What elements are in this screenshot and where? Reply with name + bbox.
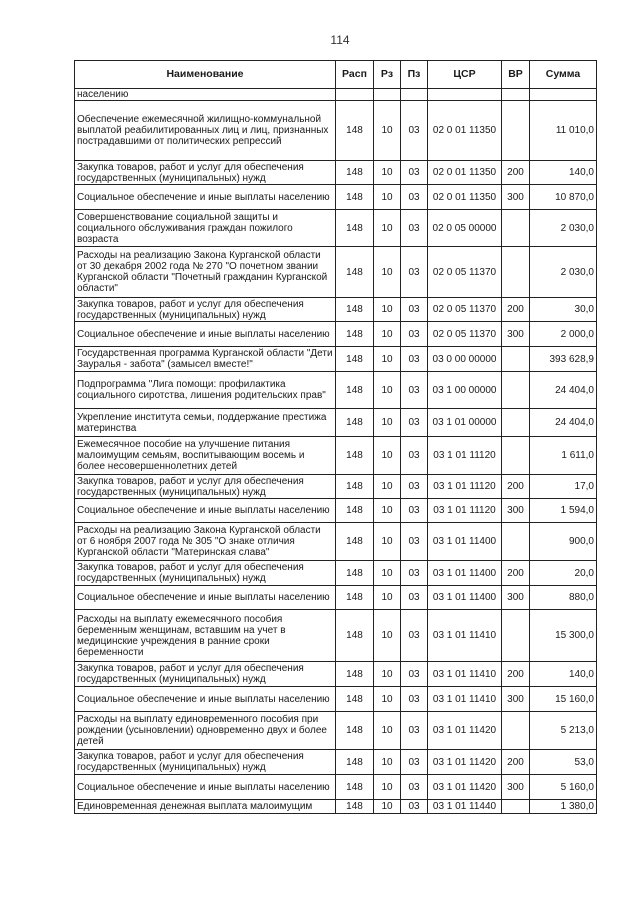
cell-rz: 10 [374, 800, 401, 814]
cell-name: Закупка товаров, работ и услуг для обеспечения государственных (муниципальных) нужд [75, 662, 336, 687]
cell-pz: 03 [401, 210, 428, 247]
table-row [75, 161, 597, 185]
cell-vr [502, 89, 530, 101]
cell-vr [502, 437, 530, 475]
cell-vr: 200 [502, 750, 530, 775]
cell-name: Закупка товаров, работ и услуг для обеспечения государственных (муниципальных) нужд [75, 750, 336, 775]
table-row [75, 561, 597, 586]
cell-name: Совершенствование социальной защиты и социального обслуживания граждан пожилого возраста [75, 210, 336, 247]
cell-name: Социальное обеспечение и иные выплаты населению [75, 499, 336, 523]
cell-csr: 03 1 01 11440 [428, 800, 502, 814]
cell-pz: 03 [401, 687, 428, 712]
cell-name: Закупка товаров, работ и услуг для обеспечения государственных (муниципальных) нужд [75, 475, 336, 499]
cell-vr: 300 [502, 775, 530, 800]
cell-pz: 03 [401, 347, 428, 372]
table-row [75, 712, 597, 750]
cell-vr [502, 347, 530, 372]
table-body [75, 89, 597, 814]
cell-rz: 10 [374, 372, 401, 409]
cell-rasp: 148 [336, 161, 374, 185]
cell-rz: 10 [374, 210, 401, 247]
cell-rz: 10 [374, 561, 401, 586]
cell-vr: 200 [502, 298, 530, 322]
cell-pz [401, 89, 428, 101]
cell-pz: 03 [401, 475, 428, 499]
header-vr: ВР [502, 61, 530, 89]
cell-csr: 02 0 05 11370 [428, 247, 502, 298]
cell-vr: 300 [502, 687, 530, 712]
cell-vr: 200 [502, 161, 530, 185]
cell-vr: 200 [502, 475, 530, 499]
cell-name: Закупка товаров, работ и услуг для обеспечения государственных (муниципальных) нужд [75, 298, 336, 322]
cell-rz: 10 [374, 161, 401, 185]
cell-rasp: 148 [336, 101, 374, 161]
table-row [75, 247, 597, 298]
cell-sum: 1 380,0 [530, 800, 597, 814]
cell-rasp: 148 [336, 247, 374, 298]
cell-vr [502, 210, 530, 247]
cell-pz: 03 [401, 662, 428, 687]
header-rasp: Расп [336, 61, 374, 89]
cell-csr: 03 1 01 11420 [428, 775, 502, 800]
table-row [75, 347, 597, 372]
cell-csr: 02 0 05 11370 [428, 298, 502, 322]
cell-pz: 03 [401, 101, 428, 161]
cell-rz: 10 [374, 409, 401, 437]
cell-rasp: 148 [336, 298, 374, 322]
cell-pz: 03 [401, 523, 428, 561]
table-row [75, 210, 597, 247]
cell-vr [502, 409, 530, 437]
cell-pz: 03 [401, 610, 428, 662]
cell-rasp [336, 89, 374, 101]
cell-sum: 10 870,0 [530, 185, 597, 210]
cell-csr: 03 1 01 11120 [428, 437, 502, 475]
header-pz: Пз [401, 61, 428, 89]
table-row [75, 298, 597, 322]
cell-rz: 10 [374, 499, 401, 523]
cell-rz: 10 [374, 347, 401, 372]
cell-rz: 10 [374, 523, 401, 561]
table-row [75, 687, 597, 712]
cell-rasp: 148 [336, 662, 374, 687]
table-row [75, 322, 597, 347]
cell-csr: 03 1 01 11400 [428, 523, 502, 561]
cell-name: Укрепление института семьи, поддержание престижа материнства [75, 409, 336, 437]
cell-name: Расходы на выплату ежемесячного пособия беременным женщинам, вставшим на учет в медицинские учреждения в ранние сроки беременности [75, 610, 336, 662]
cell-rasp: 148 [336, 322, 374, 347]
cell-rasp: 148 [336, 687, 374, 712]
cell-name: Закупка товаров, работ и услуг для обеспечения государственных (муниципальных) нужд [75, 561, 336, 586]
cell-sum: 24 404,0 [530, 372, 597, 409]
cell-sum: 1 611,0 [530, 437, 597, 475]
cell-vr [502, 523, 530, 561]
cell-rz: 10 [374, 610, 401, 662]
cell-pz: 03 [401, 322, 428, 347]
cell-csr: 03 1 01 11420 [428, 750, 502, 775]
cell-rasp: 148 [336, 610, 374, 662]
cell-sum: 30,0 [530, 298, 597, 322]
cell-rz: 10 [374, 437, 401, 475]
cell-pz: 03 [401, 800, 428, 814]
cell-sum: 880,0 [530, 586, 597, 610]
cell-rasp: 148 [336, 561, 374, 586]
cell-csr: 02 0 05 00000 [428, 210, 502, 247]
cell-vr: 200 [502, 561, 530, 586]
cell-vr [502, 101, 530, 161]
cell-rasp: 148 [336, 750, 374, 775]
cell-sum [530, 89, 597, 101]
cell-rz: 10 [374, 475, 401, 499]
table-row [75, 101, 597, 161]
cell-rasp: 148 [336, 712, 374, 750]
cell-rz: 10 [374, 298, 401, 322]
cell-sum: 140,0 [530, 662, 597, 687]
cell-name: Единовременная денежная выплата малоимущим [75, 800, 336, 814]
table-row [75, 185, 597, 210]
cell-pz: 03 [401, 712, 428, 750]
header-name: Наименование [75, 61, 336, 89]
cell-csr: 02 0 01 11350 [428, 185, 502, 210]
cell-sum: 5 160,0 [530, 775, 597, 800]
cell-pz: 03 [401, 750, 428, 775]
cell-rasp: 148 [336, 347, 374, 372]
cell-sum: 900,0 [530, 523, 597, 561]
cell-name: Расходы на выплату единовременного пособия при рождении (усыновлении) одновременно двух и более детей [75, 712, 336, 750]
cell-name: Социальное обеспечение и иные выплаты населению [75, 185, 336, 210]
cell-rasp: 148 [336, 437, 374, 475]
cell-vr: 300 [502, 499, 530, 523]
cell-csr: 03 1 00 00000 [428, 372, 502, 409]
table-row [75, 662, 597, 687]
cell-pz: 03 [401, 372, 428, 409]
cell-name: Ежемесячное пособие на улучшение питания малоимущим семьям, воспитывающим восемь и более несовершеннолетних детей [75, 437, 336, 475]
cell-sum: 2 000,0 [530, 322, 597, 347]
cell-sum: 17,0 [530, 475, 597, 499]
cell-rz: 10 [374, 185, 401, 210]
cell-csr: 03 1 01 11120 [428, 499, 502, 523]
cell-name: Социальное обеспечение и иные выплаты населению [75, 586, 336, 610]
cell-rz: 10 [374, 101, 401, 161]
cell-vr: 200 [502, 662, 530, 687]
cell-name: населению [75, 89, 336, 101]
cell-name: Подпрограмма "Лига помощи: профилактика социального сиротства, лишения родительских прав" [75, 372, 336, 409]
cell-pz: 03 [401, 775, 428, 800]
cell-rz: 10 [374, 322, 401, 347]
cell-csr: 03 1 01 11410 [428, 610, 502, 662]
cell-rasp: 148 [336, 499, 374, 523]
cell-sum: 53,0 [530, 750, 597, 775]
cell-rasp: 148 [336, 775, 374, 800]
table-row [75, 750, 597, 775]
cell-rz: 10 [374, 750, 401, 775]
table-row [75, 499, 597, 523]
table-row [75, 409, 597, 437]
table-row [75, 437, 597, 475]
cell-pz: 03 [401, 561, 428, 586]
cell-name: Социальное обеспечение и иные выплаты населению [75, 687, 336, 712]
cell-sum: 15 160,0 [530, 687, 597, 712]
cell-pz: 03 [401, 437, 428, 475]
table-row [75, 800, 597, 814]
cell-rz: 10 [374, 662, 401, 687]
table-row [75, 610, 597, 662]
cell-sum: 5 213,0 [530, 712, 597, 750]
cell-csr: 02 0 01 11350 [428, 101, 502, 161]
cell-vr: 300 [502, 322, 530, 347]
cell-name: Расходы на реализацию Закона Курганской области от 6 ноября 2007 года № 305 "О знаке отличия Курганской области "Материнская слава" [75, 523, 336, 561]
cell-csr: 03 1 01 11420 [428, 712, 502, 750]
cell-pz: 03 [401, 161, 428, 185]
table-row [75, 89, 597, 101]
cell-pz: 03 [401, 247, 428, 298]
header-rz: Рз [374, 61, 401, 89]
cell-sum: 15 300,0 [530, 610, 597, 662]
cell-rz: 10 [374, 775, 401, 800]
cell-csr: 02 0 05 11370 [428, 322, 502, 347]
cell-csr: 03 1 01 11120 [428, 475, 502, 499]
table-row [75, 523, 597, 561]
cell-csr: 03 1 01 11400 [428, 561, 502, 586]
cell-sum: 24 404,0 [530, 409, 597, 437]
cell-csr [428, 89, 502, 101]
cell-csr: 03 1 01 11410 [428, 662, 502, 687]
cell-csr: 03 0 00 00000 [428, 347, 502, 372]
cell-vr: 300 [502, 185, 530, 210]
table-row [75, 586, 597, 610]
cell-pz: 03 [401, 409, 428, 437]
cell-vr [502, 610, 530, 662]
cell-csr: 03 1 01 11400 [428, 586, 502, 610]
cell-sum: 2 030,0 [530, 247, 597, 298]
cell-rasp: 148 [336, 372, 374, 409]
cell-pz: 03 [401, 586, 428, 610]
table-row [75, 775, 597, 800]
cell-rasp: 148 [336, 800, 374, 814]
header-sum: Сумма [530, 61, 597, 89]
cell-rz: 10 [374, 687, 401, 712]
page-number: 114 [330, 33, 350, 47]
cell-name: Закупка товаров, работ и услуг для обеспечения государственных (муниципальных) нужд [75, 161, 336, 185]
cell-vr [502, 372, 530, 409]
cell-name: Обеспечение ежемесячной жилищно-коммунальной выплатой реабилитированных лиц и лиц, признанных пострадавшими от политических репрессий [75, 101, 336, 161]
cell-sum: 2 030,0 [530, 210, 597, 247]
cell-rasp: 148 [336, 210, 374, 247]
cell-rasp: 148 [336, 523, 374, 561]
cell-pz: 03 [401, 499, 428, 523]
cell-sum: 393 628,9 [530, 347, 597, 372]
cell-pz: 03 [401, 185, 428, 210]
cell-vr [502, 800, 530, 814]
cell-csr: 03 1 01 11410 [428, 687, 502, 712]
cell-name: Социальное обеспечение и иные выплаты населению [75, 322, 336, 347]
table-row [75, 475, 597, 499]
cell-sum: 20,0 [530, 561, 597, 586]
cell-csr: 02 0 01 11350 [428, 161, 502, 185]
cell-name: Социальное обеспечение и иные выплаты населению [75, 775, 336, 800]
cell-rasp: 148 [336, 586, 374, 610]
cell-rasp: 148 [336, 409, 374, 437]
table-header-row [75, 61, 597, 89]
cell-rz: 10 [374, 247, 401, 298]
cell-rz: 10 [374, 712, 401, 750]
table-row [75, 372, 597, 409]
cell-vr [502, 247, 530, 298]
header-csr: ЦСР [428, 61, 502, 89]
cell-sum: 11 010,0 [530, 101, 597, 161]
cell-name: Расходы на реализацию Закона Курганской области от 30 декабря 2002 года № 270 "О почетном звании Курганской области "Почетный гражданин Курганской области" [75, 247, 336, 298]
cell-rz [374, 89, 401, 101]
cell-csr: 03 1 01 00000 [428, 409, 502, 437]
cell-sum: 1 594,0 [530, 499, 597, 523]
cell-sum: 140,0 [530, 161, 597, 185]
cell-name: Государственная программа Курганской области "Дети Зауралья - забота" (замысел вместе!" [75, 347, 336, 372]
cell-rz: 10 [374, 586, 401, 610]
cell-rasp: 148 [336, 185, 374, 210]
cell-vr [502, 712, 530, 750]
cell-rasp: 148 [336, 475, 374, 499]
cell-vr: 300 [502, 586, 530, 610]
cell-pz: 03 [401, 298, 428, 322]
budget-table [74, 60, 597, 814]
